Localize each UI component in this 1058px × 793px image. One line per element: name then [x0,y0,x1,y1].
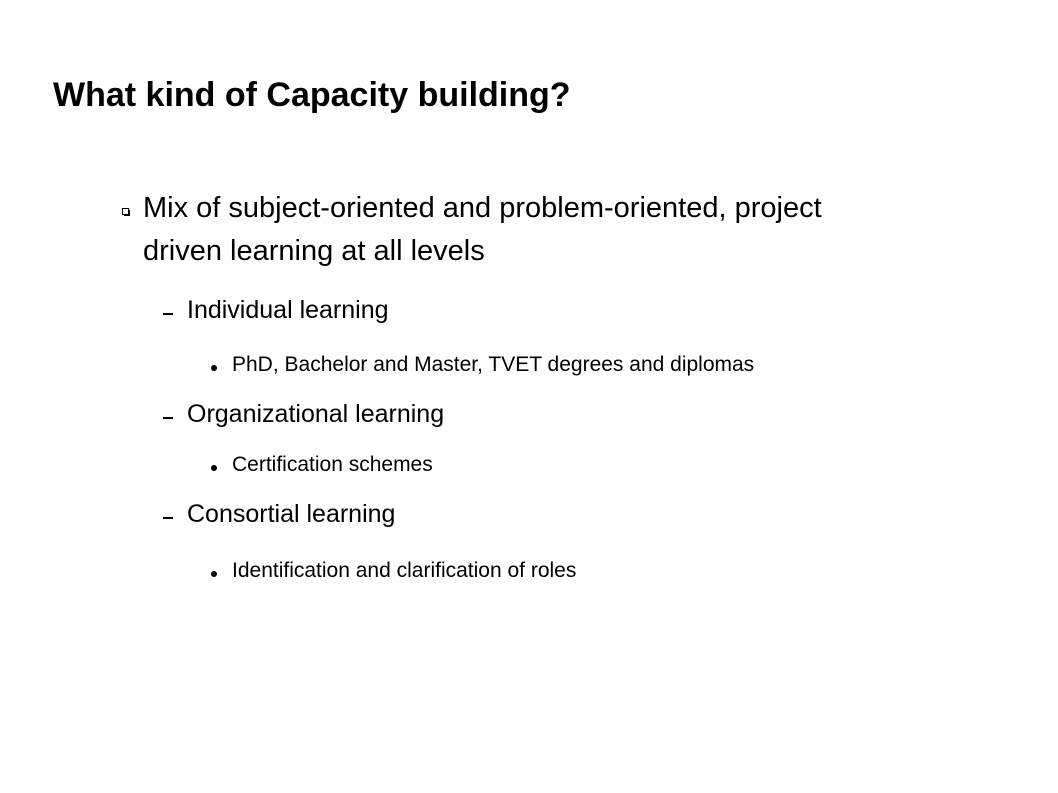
main-point-line-1: Mix of subject-oriented and problem-oriented, project [143,192,822,224]
dot-bullet-icon [211,365,217,371]
hollow-square-bullet-icon [122,208,130,216]
sub-point-organizational: Organizational learning [187,400,445,428]
sub-point-individual: Individual learning [187,296,389,324]
dot-bullet-icon [211,571,217,577]
sub-point-consortial: Consortial learning [187,500,396,528]
main-point-line-2: driven learning at all levels [143,235,485,267]
dash-bullet-icon [163,313,173,315]
sub-item-consortial: Identification and clarification of roles [232,559,577,582]
main-point [143,187,822,273]
dot-bullet-icon [211,465,217,471]
dash-bullet-icon [163,417,173,419]
sub-item-organizational: Certification schemes [232,453,433,476]
sub-item-individual: PhD, Bachelor and Master, TVET degrees and diplomas [232,353,755,376]
slide-title: What kind of Capacity building? [53,76,571,114]
dash-bullet-icon [163,517,173,519]
